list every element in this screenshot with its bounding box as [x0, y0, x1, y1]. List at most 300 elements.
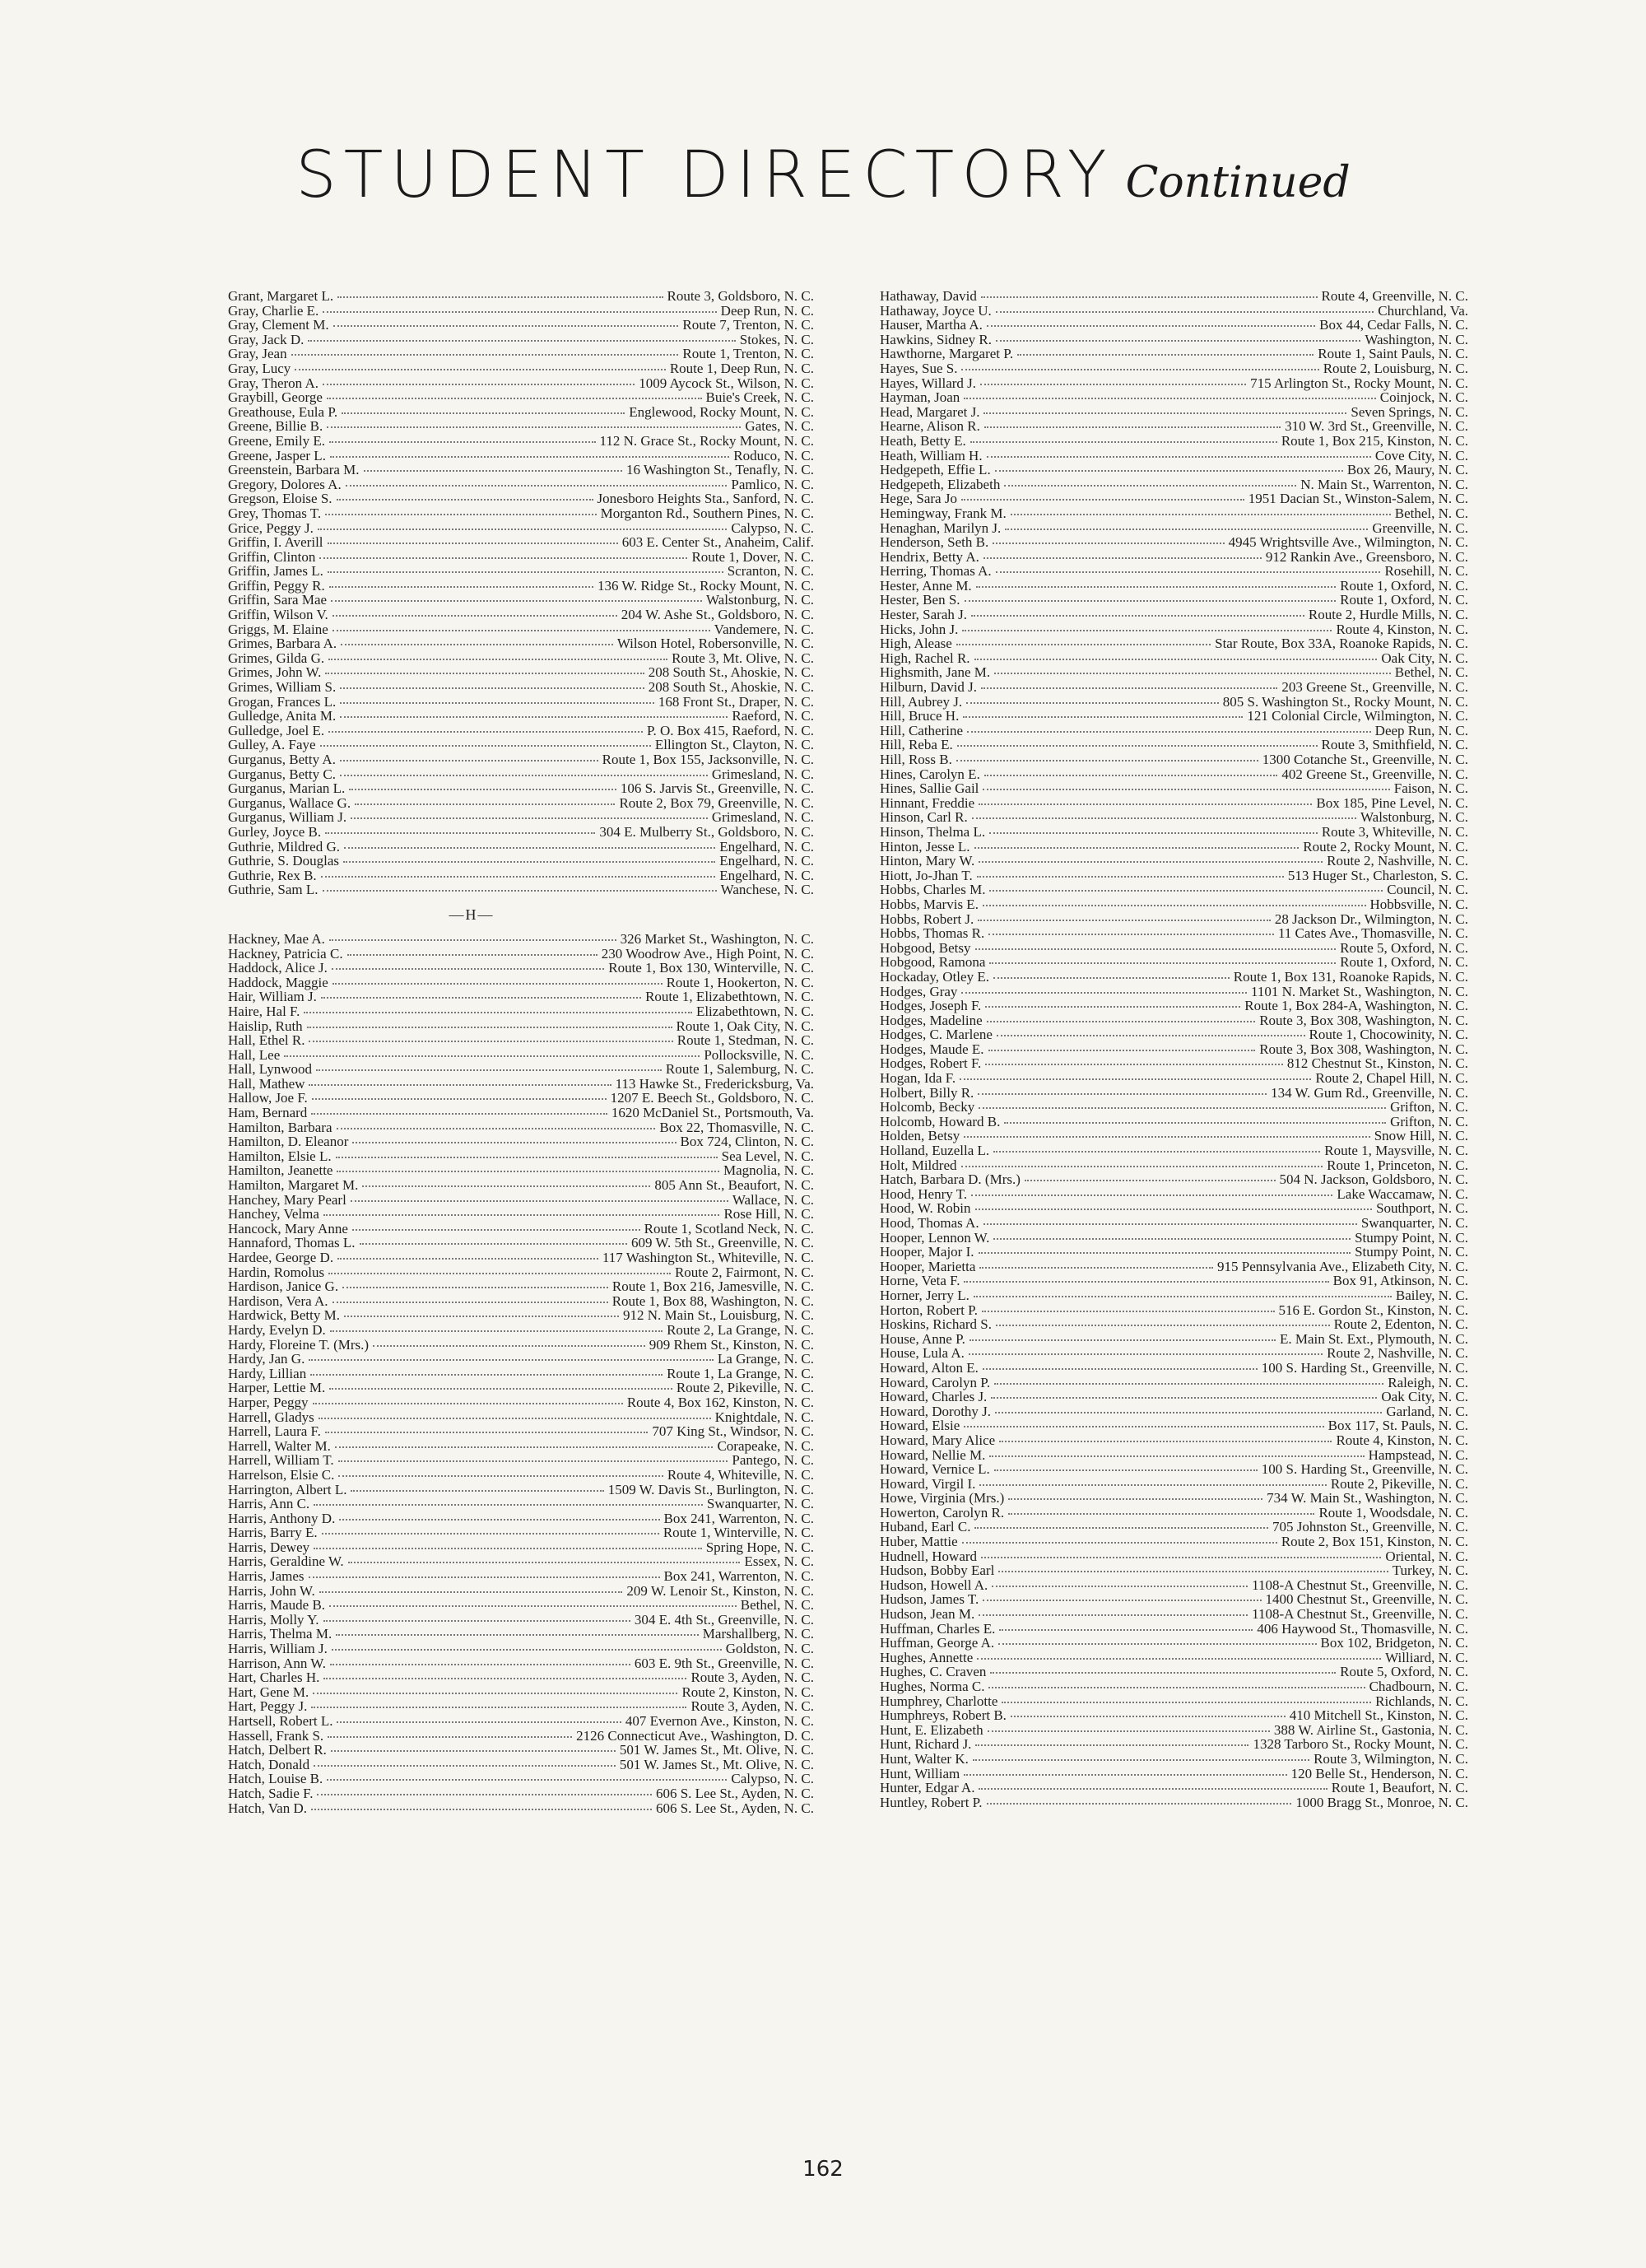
dot-leader: [322, 1531, 659, 1535]
dot-leader: [360, 1241, 628, 1245]
dot-leader: [974, 1525, 1268, 1529]
student-address: Box 26, Maury, N. C.: [1346, 462, 1468, 478]
directory-entry: [880, 1245, 1468, 1260]
student-name: Griffin, Wilson V.: [228, 607, 328, 623]
dot-leader: [344, 1314, 619, 1317]
student-name: Hughes, Norma C.: [880, 1679, 985, 1694]
directory-entry: [228, 1091, 814, 1106]
dot-leader: [309, 1575, 660, 1578]
student-address: 1101 N. Market St., Washington, N. C.: [1250, 983, 1468, 999]
dot-leader: [974, 1294, 1392, 1297]
directory-entry: [228, 521, 814, 536]
dot-leader: [352, 1227, 640, 1231]
dot-leader: [329, 584, 593, 588]
dot-leader: [323, 888, 717, 892]
student-address: Corapeake, N. C.: [717, 1437, 814, 1454]
student-name: Hauser, Martha A.: [880, 317, 983, 333]
dot-leader: [348, 1560, 741, 1563]
student-name: Huffman, George A.: [880, 1635, 995, 1651]
dot-leader: [337, 1256, 598, 1260]
dot-leader: [993, 1149, 1320, 1153]
student-address: Route 2, Fairmont, N. C.: [674, 1264, 814, 1280]
student-address: Engelhard, N. C.: [719, 867, 814, 883]
dot-leader: [975, 947, 1337, 950]
student-address: Route 4, Whiteville, N. C.: [667, 1466, 814, 1483]
dot-leader: [988, 1729, 1270, 1732]
directory-entry: [228, 1193, 814, 1208]
student-address: 912 Rankin Ave., Greensboro, N. C.: [1265, 548, 1468, 565]
dot-leader: [320, 743, 651, 747]
directory-entry: [880, 1303, 1468, 1318]
student-name: Hoskins, Richard S.: [880, 1316, 992, 1333]
directory-entry: [880, 709, 1468, 724]
student-name: Hester, Sarah J.: [880, 607, 968, 623]
student-name: Hughes, C. Craven: [880, 1664, 987, 1680]
student-name: Huntley, Robert P.: [880, 1794, 983, 1810]
student-address: Route 4, Box 162, Kinston, N. C.: [626, 1394, 814, 1410]
directory-entry: [880, 1216, 1468, 1231]
student-address: Faison, N. C.: [1393, 780, 1468, 797]
student-address: 1509 W. Davis St., Burlington, N. C.: [607, 1481, 814, 1497]
dot-leader: [996, 338, 1360, 342]
directory-entry: [880, 1187, 1468, 1202]
student-name: Grant, Margaret L.: [228, 288, 334, 304]
directory-entry: [228, 419, 814, 434]
directory-entry: [228, 840, 814, 855]
directory-entry: [880, 1346, 1468, 1361]
directory-entry: [228, 347, 814, 361]
student-address: Route 1, Hookerton, N. C.: [666, 974, 814, 990]
directory-entry: [880, 1491, 1468, 1506]
student-address: Bethel, N. C.: [1394, 664, 1468, 681]
student-address: Goldston, N. C.: [725, 1641, 814, 1657]
student-address: Route 3, Whiteville, N. C.: [1321, 823, 1468, 840]
directory-entry: [880, 695, 1468, 710]
student-address: 208 South St., Ahoskie, N. C.: [648, 679, 814, 696]
student-address: Route 1, Box 130, Winterville, N. C.: [608, 960, 814, 976]
student-name: Hemingway, Frank M.: [880, 505, 1007, 521]
directory-entry: [880, 1288, 1468, 1303]
directory-entry: [880, 1665, 1468, 1679]
student-address: Stokes, N. C.: [739, 331, 814, 347]
dot-leader: [347, 952, 597, 956]
student-name: Gray, Theron A.: [228, 375, 319, 391]
student-name: Hodges, Robert F.: [880, 1055, 982, 1072]
directory-entry: [880, 810, 1468, 825]
student-name: Hudson, James T.: [880, 1591, 979, 1608]
student-name: Greathouse, Eula P.: [228, 403, 338, 420]
student-name: Hardison, Janice G.: [228, 1278, 339, 1295]
student-address: Vandemere, N. C.: [714, 621, 814, 637]
dot-leader: [983, 556, 1262, 559]
student-name: Harrell, Laura F.: [228, 1423, 321, 1440]
student-address: Grimesland, N. C.: [711, 809, 814, 826]
directory-entry: [228, 1236, 814, 1250]
dot-leader: [314, 1502, 703, 1506]
student-name: Howard, Nellie M.: [880, 1446, 986, 1463]
directory-entry: [880, 1129, 1468, 1143]
directory-entry: [880, 347, 1468, 361]
directory-entry: [880, 1143, 1468, 1158]
student-name: Grimes, Barbara A.: [228, 636, 337, 652]
student-name: Hooper, Marietta: [880, 1258, 976, 1274]
student-name: Haddock, Alice J.: [228, 960, 328, 976]
left-column: [228, 289, 814, 1815]
student-address: 209 W. Lenoir St., Kinston, N. C.: [626, 1582, 814, 1599]
dot-leader: [961, 990, 1247, 994]
student-name: Gurganus, William J.: [228, 809, 347, 826]
dot-leader: [1008, 1497, 1262, 1500]
directory-entry: [228, 304, 814, 319]
dot-leader: [328, 541, 618, 544]
student-address: Route 7, Trenton, N. C.: [682, 317, 814, 333]
student-address: Route 1, Box 155, Jacksonville, N. C.: [602, 752, 814, 767]
directory-entry: [880, 738, 1468, 752]
student-name: Hill, Catherine: [880, 722, 964, 738]
directory-entry: [880, 449, 1468, 463]
student-name: Hatch, Louise B.: [228, 1771, 323, 1787]
student-address: P. O. Box 415, Raeford, N. C.: [646, 722, 814, 738]
student-name: Grey, Thomas T.: [228, 505, 322, 521]
student-address: 136 W. Ridge St., Rocky Mount, N. C.: [597, 577, 814, 594]
student-name: Harris, Molly Y.: [228, 1611, 319, 1628]
directory-entry: [880, 1781, 1468, 1795]
student-name: Hinnant, Freddie: [880, 794, 975, 811]
student-address: Oak City, N. C.: [1381, 650, 1468, 666]
student-name: Hackney, Patricia C.: [228, 945, 343, 962]
student-name: Griffin, I. Averill: [228, 534, 323, 551]
dot-leader: [340, 686, 644, 689]
dot-leader: [323, 382, 635, 385]
student-name: Huffman, Charles E.: [880, 1620, 996, 1637]
dot-leader: [987, 1019, 1256, 1022]
dot-leader: [313, 1401, 623, 1404]
student-address: Route 2, La Grange, N. C.: [667, 1321, 814, 1338]
student-address: Route 1, Scotland Neck, N. C.: [644, 1220, 814, 1236]
student-address: Buie's Creek, N. C.: [705, 389, 814, 406]
dot-leader: [961, 1164, 1323, 1167]
student-address: Oriental, N. C.: [1385, 1548, 1468, 1564]
directory-entry: [228, 695, 814, 710]
student-address: 603 E. 9th St., Greenville, N. C.: [634, 1655, 814, 1671]
student-address: Morganton Rd., Southern Pines, N. C.: [600, 505, 814, 521]
directory-entry: [880, 1071, 1468, 1086]
directory-entry: [880, 1549, 1468, 1564]
directory-entry: [228, 1323, 814, 1338]
student-name: Hancock, Mary Anne: [228, 1220, 348, 1236]
directory-entry: [228, 810, 814, 825]
student-address: 603 E. Center St., Anaheim, Calif.: [621, 534, 814, 551]
student-name: Hall, Ethel R.: [228, 1032, 305, 1049]
student-name: Hawthorne, Margaret P.: [880, 346, 1014, 362]
dot-leader: [337, 1169, 719, 1172]
student-name: Hudson, Bobby Earl: [880, 1562, 995, 1579]
student-address: Chadbourn, N. C.: [1369, 1679, 1468, 1694]
dot-leader: [983, 787, 1389, 790]
directory-entry: [228, 1743, 814, 1758]
directory-entry: [228, 1004, 814, 1019]
dot-leader: [979, 1106, 1386, 1109]
directory-entry: [228, 825, 814, 840]
student-name: Henaghan, Marilyn J.: [880, 519, 1002, 536]
directory-entry: [880, 1607, 1468, 1622]
dot-leader: [964, 1134, 1369, 1138]
student-name: Hannaford, Thomas L.: [228, 1235, 356, 1251]
student-name: Hayes, Willard J.: [880, 375, 977, 391]
directory-entry: [228, 506, 814, 521]
student-name: Howard, Virgil I.: [880, 1475, 976, 1492]
directory-entry: [880, 1013, 1468, 1028]
student-name: Hedgepeth, Elizabeth: [880, 476, 1001, 492]
directory-entry: [228, 449, 814, 463]
directory-entry: [880, 289, 1468, 304]
dot-leader: [349, 787, 616, 790]
dot-leader: [332, 966, 604, 970]
directory-entry: [880, 955, 1468, 970]
student-address: Route 2, Box 79, Greenville, N. C.: [619, 794, 814, 811]
directory-entry: [228, 1410, 814, 1425]
student-address: Route 1, Princeton, N. C.: [1327, 1157, 1468, 1173]
dot-leader: [998, 1642, 1316, 1645]
g-entries-list: [228, 289, 814, 897]
dot-leader: [332, 613, 617, 617]
dot-leader: [992, 1584, 1248, 1587]
student-address: 106 S. Jarvis St., Greenville, N. C.: [620, 780, 814, 797]
student-name: Hamilton, Barbara: [228, 1119, 332, 1135]
student-address: 516 E. Gordon St., Kinston, N. C.: [1278, 1302, 1468, 1318]
directory-entry: [880, 535, 1468, 550]
student-name: Guthrie, Mildred G.: [228, 838, 340, 855]
dot-leader: [971, 613, 1304, 617]
directory-entry: [228, 1511, 814, 1526]
student-name: Harris, Anthony D.: [228, 1510, 336, 1526]
student-name: Hockaday, Otley E.: [880, 968, 989, 985]
dot-leader: [333, 324, 679, 327]
directory-entry: [228, 1439, 814, 1454]
student-address: 117 Washington St., Whiteville, N. C.: [602, 1250, 814, 1265]
directory-entry: [228, 947, 814, 962]
student-address: Oak City, N. C.: [1381, 1389, 1468, 1405]
h-entries-list: [228, 932, 814, 1815]
directory-entry: [880, 869, 1468, 883]
dot-leader: [996, 570, 1381, 573]
dot-leader: [978, 1092, 1267, 1095]
student-name: Holbert, Billy R.: [880, 1084, 974, 1101]
student-name: Hassell, Frank S.: [228, 1727, 324, 1744]
directory-entry: [228, 738, 814, 752]
dot-leader: [977, 874, 1284, 878]
dot-leader: [1004, 1120, 1386, 1124]
dot-leader: [989, 888, 1383, 892]
dot-leader: [979, 1483, 1326, 1486]
section-heading-h: —H—: [449, 906, 495, 923]
student-name: Hill, Reba E.: [880, 737, 953, 753]
directory-entry: [880, 622, 1468, 637]
dot-leader: [979, 1786, 1327, 1790]
student-address: Route 4, Kinston, N. C.: [1336, 1432, 1468, 1448]
dot-leader: [980, 382, 1246, 385]
dot-leader: [332, 628, 710, 631]
directory-entry: [228, 1642, 814, 1656]
student-name: Haislip, Ruth: [228, 1018, 303, 1034]
dot-leader: [988, 1685, 1365, 1688]
directory-entry: [880, 781, 1468, 796]
dot-leader: [362, 1184, 650, 1187]
student-address: 1620 McDaniel St., Portsmouth, Va.: [611, 1105, 814, 1121]
dot-leader: [328, 729, 643, 733]
directory-entry: [228, 1453, 814, 1468]
student-name: Hardin, Romolus: [228, 1264, 325, 1280]
student-name: Hatch, Delbert R.: [228, 1742, 327, 1758]
student-address: Route 1, Saint Pauls, N. C.: [1318, 346, 1468, 362]
directory-entry: [228, 883, 814, 897]
directory-entry: [228, 1134, 814, 1149]
dot-leader: [338, 1474, 663, 1477]
dot-leader: [311, 1705, 686, 1708]
dot-leader: [327, 425, 741, 428]
directory-entry: [228, 1786, 814, 1801]
directory-entry: [228, 593, 814, 608]
dot-leader: [321, 995, 641, 999]
student-address: Route 1, Box 215, Kinston, N. C.: [1281, 432, 1468, 449]
directory-entry: [228, 1381, 814, 1395]
student-address: Route 1, Box 284-A, Washington, N. C.: [1244, 998, 1468, 1014]
student-address: Richlands, N. C.: [1375, 1693, 1468, 1709]
student-name: Hardee, George D.: [228, 1250, 334, 1265]
directory-entry: [880, 1708, 1468, 1723]
student-address: Grifton, N. C.: [1390, 1113, 1468, 1129]
student-address: 805 Ann St., Beaufort, N. C.: [654, 1177, 814, 1194]
directory-entry: [880, 1520, 1468, 1535]
student-name: Hinton, Mary W.: [880, 853, 975, 869]
student-address: 909 Rhem St., Kinston, N. C.: [649, 1336, 814, 1353]
student-name: Harris, James: [228, 1568, 305, 1585]
student-name: Hall, Lee: [228, 1046, 281, 1063]
dot-leader: [979, 1250, 1351, 1254]
dot-leader: [373, 1344, 645, 1347]
directory-entry: [880, 1477, 1468, 1492]
student-address: Route 2, Pikeville, N. C.: [676, 1380, 814, 1396]
student-address: Route 1, La Grange, N. C.: [667, 1365, 814, 1381]
student-address: Marshallberg, N. C.: [702, 1626, 814, 1642]
directory-entry: [880, 1027, 1468, 1042]
directory-entry: [880, 1390, 1468, 1404]
student-name: Hawkins, Sidney R.: [880, 331, 992, 347]
dot-leader: [325, 512, 596, 515]
student-address: Route 2, Nashville, N. C.: [1327, 1345, 1468, 1362]
student-name: High, Rachel R.: [880, 650, 970, 666]
student-name: Hamilton, Margaret M.: [228, 1177, 359, 1194]
student-address: Cove City, N. C.: [1374, 447, 1468, 463]
student-name: Hardy, Floreine T. (Mrs.): [228, 1336, 370, 1353]
dot-leader: [996, 1323, 1330, 1326]
directory-entry: [228, 1598, 814, 1613]
directory-entry: [228, 1699, 814, 1714]
student-address: 1009 Aycock St., Wilson, N. C.: [639, 375, 814, 391]
student-name: Hatch, Sadie F.: [228, 1785, 314, 1801]
student-address: 134 W. Gum Rd., Greenville, N. C.: [1271, 1084, 1468, 1101]
student-address: Route 1, Winterville, N. C.: [663, 1525, 814, 1541]
student-address: 16 Washington St., Tenafly, N. C.: [625, 462, 814, 478]
directory-entry: [880, 1172, 1468, 1187]
student-name: Gurganus, Wallace G.: [228, 794, 351, 811]
student-name: Hudnell, Howard: [880, 1548, 978, 1564]
student-address: Route 2, Rocky Mount, N. C.: [1303, 838, 1468, 855]
page-title: STUDENT DIRECTORY: [295, 138, 1114, 212]
student-address: Route 1, Oxford, N. C.: [1340, 954, 1468, 971]
student-address: Essex, N. C.: [744, 1553, 814, 1570]
directory-entry: [880, 999, 1468, 1013]
directory-entry: [228, 405, 814, 420]
directory-entry: [880, 1056, 1468, 1071]
student-address: 406 Haywood St., Thomasville, N. C.: [1257, 1620, 1468, 1637]
directory-entry: [228, 1279, 814, 1294]
dot-leader: [314, 1763, 616, 1767]
student-name: Howard, Charles J.: [880, 1389, 988, 1405]
dot-leader: [993, 1236, 1351, 1240]
student-address: 1000 Bragg St., Monroe, N. C.: [1295, 1794, 1468, 1810]
dot-leader: [981, 1555, 1381, 1558]
student-name: Greenstein, Barbara M.: [228, 462, 360, 478]
student-address: Raleigh, N. C.: [1388, 1374, 1468, 1390]
dot-leader: [308, 338, 735, 342]
directory-entry: [880, 1115, 1468, 1129]
student-address: Rosehill, N. C.: [1384, 563, 1468, 580]
student-address: Grifton, N. C.: [1390, 1099, 1468, 1115]
directory-entry: [880, 434, 1468, 449]
student-address: Route 1, Woodsdale, N. C.: [1318, 1504, 1468, 1521]
student-name: Hayman, Joan: [880, 389, 960, 406]
student-address: 168 Front St., Draper, N. C.: [658, 693, 814, 710]
dot-leader: [330, 454, 729, 458]
dot-leader: [337, 1720, 621, 1723]
student-address: Pollocksville, N. C.: [704, 1046, 814, 1063]
dot-leader: [983, 411, 1346, 414]
dot-leader: [332, 1647, 722, 1651]
student-name: Humphrey, Charlotte: [880, 1693, 998, 1709]
directory-entry: [880, 608, 1468, 622]
student-name: Hood, Henry T.: [880, 1185, 968, 1202]
student-address: Williard, N. C.: [1385, 1649, 1468, 1665]
student-address: 1300 Cotanche St., Greenville, N. C.: [1262, 752, 1468, 767]
dot-leader: [337, 295, 663, 298]
student-name: Hege, Sara Jo: [880, 491, 957, 507]
student-name: Hodges, Madeline: [880, 1012, 983, 1028]
dot-leader: [316, 1068, 662, 1071]
student-name: Griffin, Clinton: [228, 548, 316, 565]
student-name: Hathaway, David: [880, 288, 977, 304]
directory-entry: [228, 1714, 814, 1729]
student-name: Hendrix, Betty A.: [880, 548, 979, 565]
directory-entry: [880, 593, 1468, 608]
directory-entry: [880, 304, 1468, 319]
dot-leader: [351, 816, 708, 819]
student-name: Hodges, Maude E.: [880, 1041, 984, 1057]
student-address: 326 Market St., Washington, N. C.: [620, 930, 814, 947]
student-name: Griffin, James L.: [228, 563, 323, 580]
dot-leader: [352, 1140, 676, 1143]
student-address: 100 S. Harding St., Greenville, N. C.: [1261, 1461, 1468, 1478]
student-address: 4945 Wrightsville Ave., Wilmington, N. C.: [1228, 534, 1468, 551]
page-subtitle: Continued: [1125, 158, 1351, 207]
student-name: Hudson, Jean M.: [880, 1606, 975, 1623]
student-name: Hobgood, Betsy: [880, 939, 971, 956]
student-address: Star Route, Box 33A, Roanoke Rapids, N. C.: [1215, 636, 1468, 652]
dot-leader: [971, 1193, 1332, 1196]
student-name: Hudson, Howell A.: [880, 1576, 988, 1593]
dot-leader: [312, 1097, 607, 1100]
student-address: Route 3, Box 308, Washington, N. C.: [1259, 1041, 1468, 1057]
